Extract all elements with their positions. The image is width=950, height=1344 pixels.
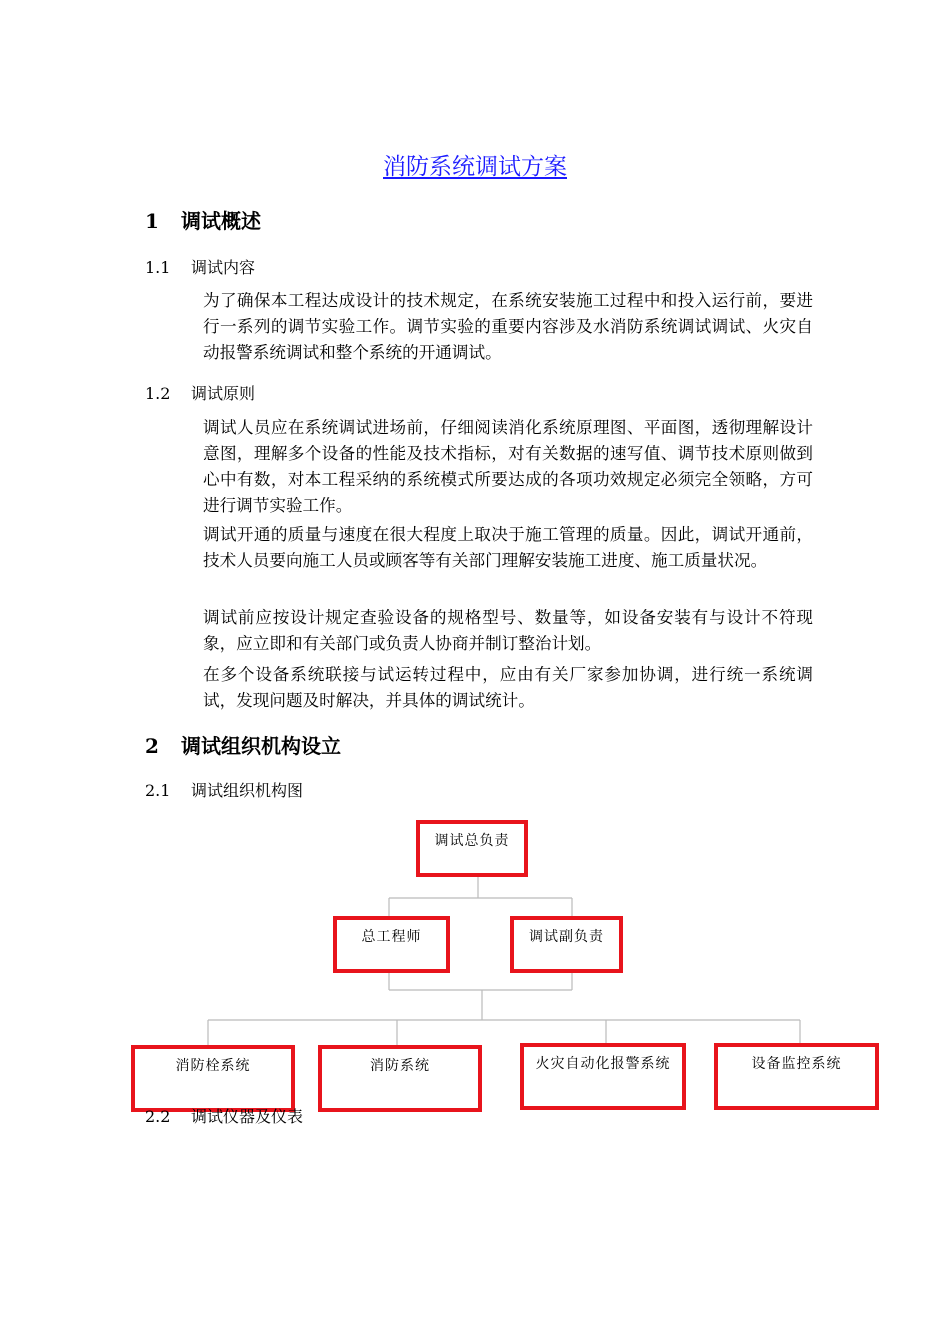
org-box-level2: 总工程师 <box>333 916 450 973</box>
paragraph: 为了确保本工程达成设计的技术规定，在系统安装施工过程中和投入运行前，要进行一系列的调节实验工作。调节实验的重要内容涉及水消防系统调试调试、火灾自动报警系统调试和整个系统的开通调试。 <box>203 291 813 362</box>
org-box-level3: 消防栓系统 <box>131 1045 295 1112</box>
subsection-heading-2-2 <box>145 1104 303 1127</box>
section-number: 2 <box>145 734 159 758</box>
org-box-level3: 消防系统 <box>318 1045 482 1112</box>
subsection-title: 调试组织机构图 <box>191 781 304 800</box>
section-number: 1 <box>145 209 159 233</box>
subsection-number: 1.2 <box>145 384 171 403</box>
org-box-level3: 设备监控系统 <box>714 1043 879 1110</box>
subsection-title: 调试原则 <box>191 384 256 403</box>
org-box-top: 调试总负责 <box>416 820 528 877</box>
paragraph: 调试前应按设计规定查验设备的规格型号、数量等，如设备安装有与设计不符现象，应立即和有关部门或负责人协商并制订整治计划。 <box>203 608 813 653</box>
section-title: 调试组织机构设立 <box>181 734 341 758</box>
paragraph: 在多个设备系统联接与试运转过程中，应由有关厂家参加协调，进行统一系统调试，发现问题及时解决，并具体的调试统计。 <box>203 665 813 710</box>
section-title: 调试概述 <box>181 209 261 233</box>
org-box-level3: 火灾自动化报警系统 <box>520 1043 686 1110</box>
org-box-level2: 调试副负责 <box>510 916 623 973</box>
subsection-title: 调试仪器及仪表 <box>191 1107 304 1126</box>
paragraph: 调试开通的质量与速度在很大程度上取决于施工管理的质量。因此，调试开通前，技术人员要向施工人员或顾客等有关部门理解安装施工进度、施工质量状况。 <box>203 525 813 570</box>
section-heading-1 <box>145 205 261 234</box>
subsection-heading-1-2 <box>145 381 255 404</box>
paragraph: 调试人员应在系统调试进场前，仔细阅读消化系统原理图、平面图，透彻理解设计意图，理解多个设备的性能及技术指标，对有关数据的速写值、调节技术原则做到心中有数，对本工程采纳的系统模式所要达成的各项功效规定必须完全领略，方可进行调节实验工作。 <box>203 418 813 515</box>
page-title: 消防系统调试方案 <box>383 154 567 180</box>
subsection-number: 1.1 <box>145 258 171 277</box>
subsection-heading-1-1 <box>145 255 255 278</box>
section-heading-2 <box>145 730 341 759</box>
subsection-number: 2.1 <box>145 781 171 800</box>
subsection-number: 2.2 <box>145 1107 171 1126</box>
subsection-title: 调试内容 <box>191 258 256 277</box>
subsection-heading-2-1 <box>145 778 303 801</box>
